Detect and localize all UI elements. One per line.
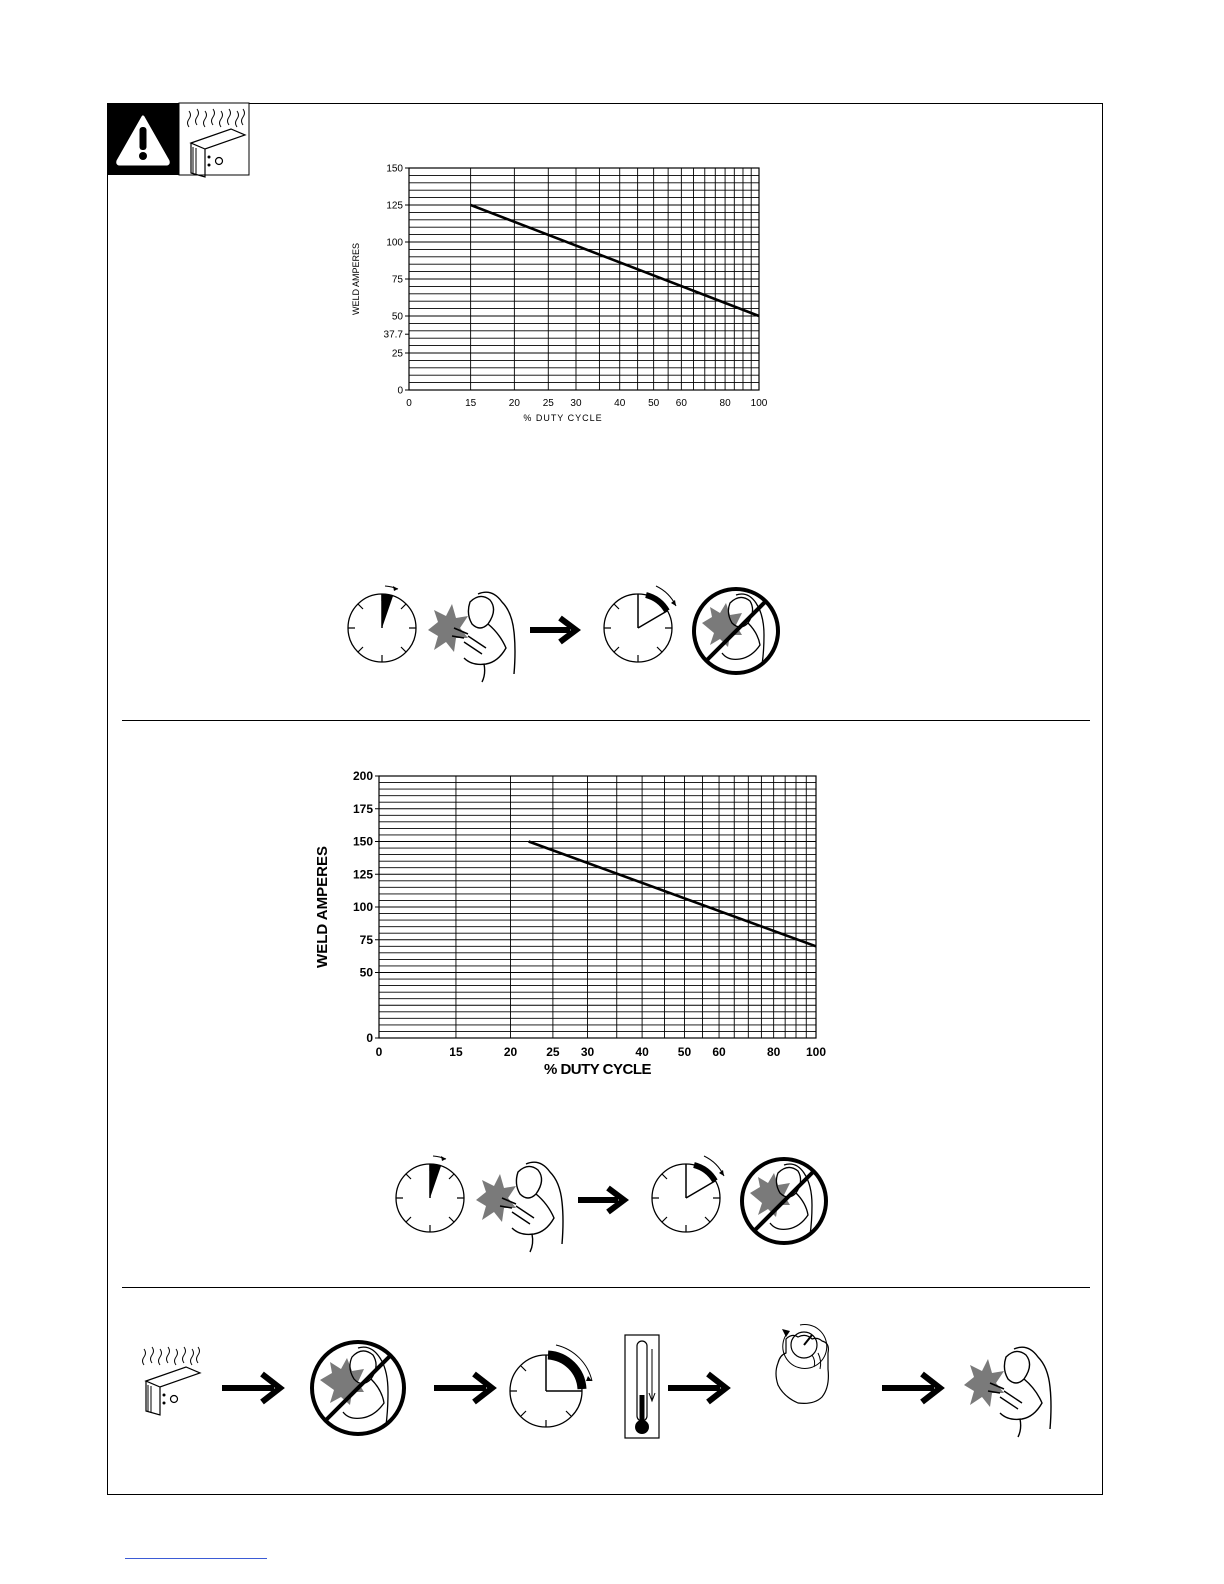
x-tick-label: 25 [542,398,554,409]
footer-rule [125,1558,267,1559]
y-axis-label: WELD AMPERES [314,846,331,968]
y-tick-label: 75 [391,274,403,286]
timer-rest-icon [604,586,676,662]
y-tick-label: 100 [386,237,403,249]
x-tick-label: 40 [614,398,626,409]
x-tick-label: 15 [465,398,477,409]
y-tick-label: 25 [391,348,403,360]
y-tick-label: 150 [386,163,403,175]
arrow-right-icon [668,1374,726,1402]
reduce-knob-icon [776,1324,828,1403]
arrow-right-icon [434,1374,492,1402]
x-axis-label: % DUTY CYCLE [543,1061,652,1078]
section-divider-1 [122,720,1090,721]
x-tick-label: 15 [449,1045,463,1059]
timer-short-icon [348,586,416,662]
y-tick-label: 50 [391,311,403,323]
y-tick-label: 75 [359,932,373,947]
thermometer-icon [625,1335,659,1438]
y-tick-label: 150 [352,834,373,849]
warning-header [107,103,251,176]
arrow-right-icon [530,618,576,642]
y-tick-label: 0 [366,1031,373,1046]
duty-cycle-sequence-1 [340,580,790,680]
overheat-sequence [130,1305,1070,1450]
x-tick-label: 40 [635,1045,649,1059]
no-welding-icon [742,1159,826,1243]
no-welding-icon [312,1342,404,1434]
x-tick-label: 50 [648,398,660,409]
welder-icon [964,1347,1051,1437]
y-tick-label: 50 [359,965,373,980]
timer-wait-icon [510,1345,592,1427]
x-tick-label: 0 [406,398,412,409]
arrow-right-icon [578,1188,624,1212]
y-tick-label: 37.7 [383,329,403,341]
x-tick-label: 0 [375,1045,383,1059]
hot-welding-unit-icon [143,1347,201,1415]
y-tick-label: 100 [352,900,373,915]
section-divider-2 [122,1287,1090,1288]
chart-grid [379,776,816,1038]
x-tick-label: 80 [766,1045,781,1059]
x-tick-label: 100 [805,1045,827,1059]
no-welding-icon [694,589,778,673]
x-tick-label: 25 [546,1045,560,1059]
duty-cycle-chart-1 [340,155,790,440]
welder-icon [476,1162,563,1252]
chart-grid [409,168,759,390]
arrow-right-icon [222,1374,280,1402]
duty-cycle-chart-2 [300,762,840,1097]
timer-rest-icon [652,1156,724,1232]
y-tick-label: 175 [352,801,373,816]
x-tick-label: 20 [503,1045,518,1059]
arrow-right-icon [882,1374,940,1402]
welder-icon [428,592,515,682]
x-tick-label: 60 [675,398,687,409]
x-tick-label: 50 [677,1045,692,1059]
duty-cycle-line [471,205,759,316]
x-tick-label: 100 [750,398,768,409]
x-axis-label: % DUTY CYCLE [523,413,603,423]
x-tick-label: 30 [580,1045,595,1059]
x-tick-label: 80 [719,398,731,409]
duty-cycle-sequence-2 [388,1150,838,1250]
y-tick-label: 200 [352,769,373,784]
x-tick-label: 30 [570,398,582,409]
y-tick-label: 125 [352,867,373,882]
timer-short-icon [396,1156,464,1232]
y-axis-label: WELD AMPERES [351,242,361,316]
y-tick-label: 125 [386,200,403,212]
x-tick-label: 60 [712,1045,726,1059]
y-tick-label: 0 [397,385,403,397]
x-tick-label: 20 [508,398,520,409]
